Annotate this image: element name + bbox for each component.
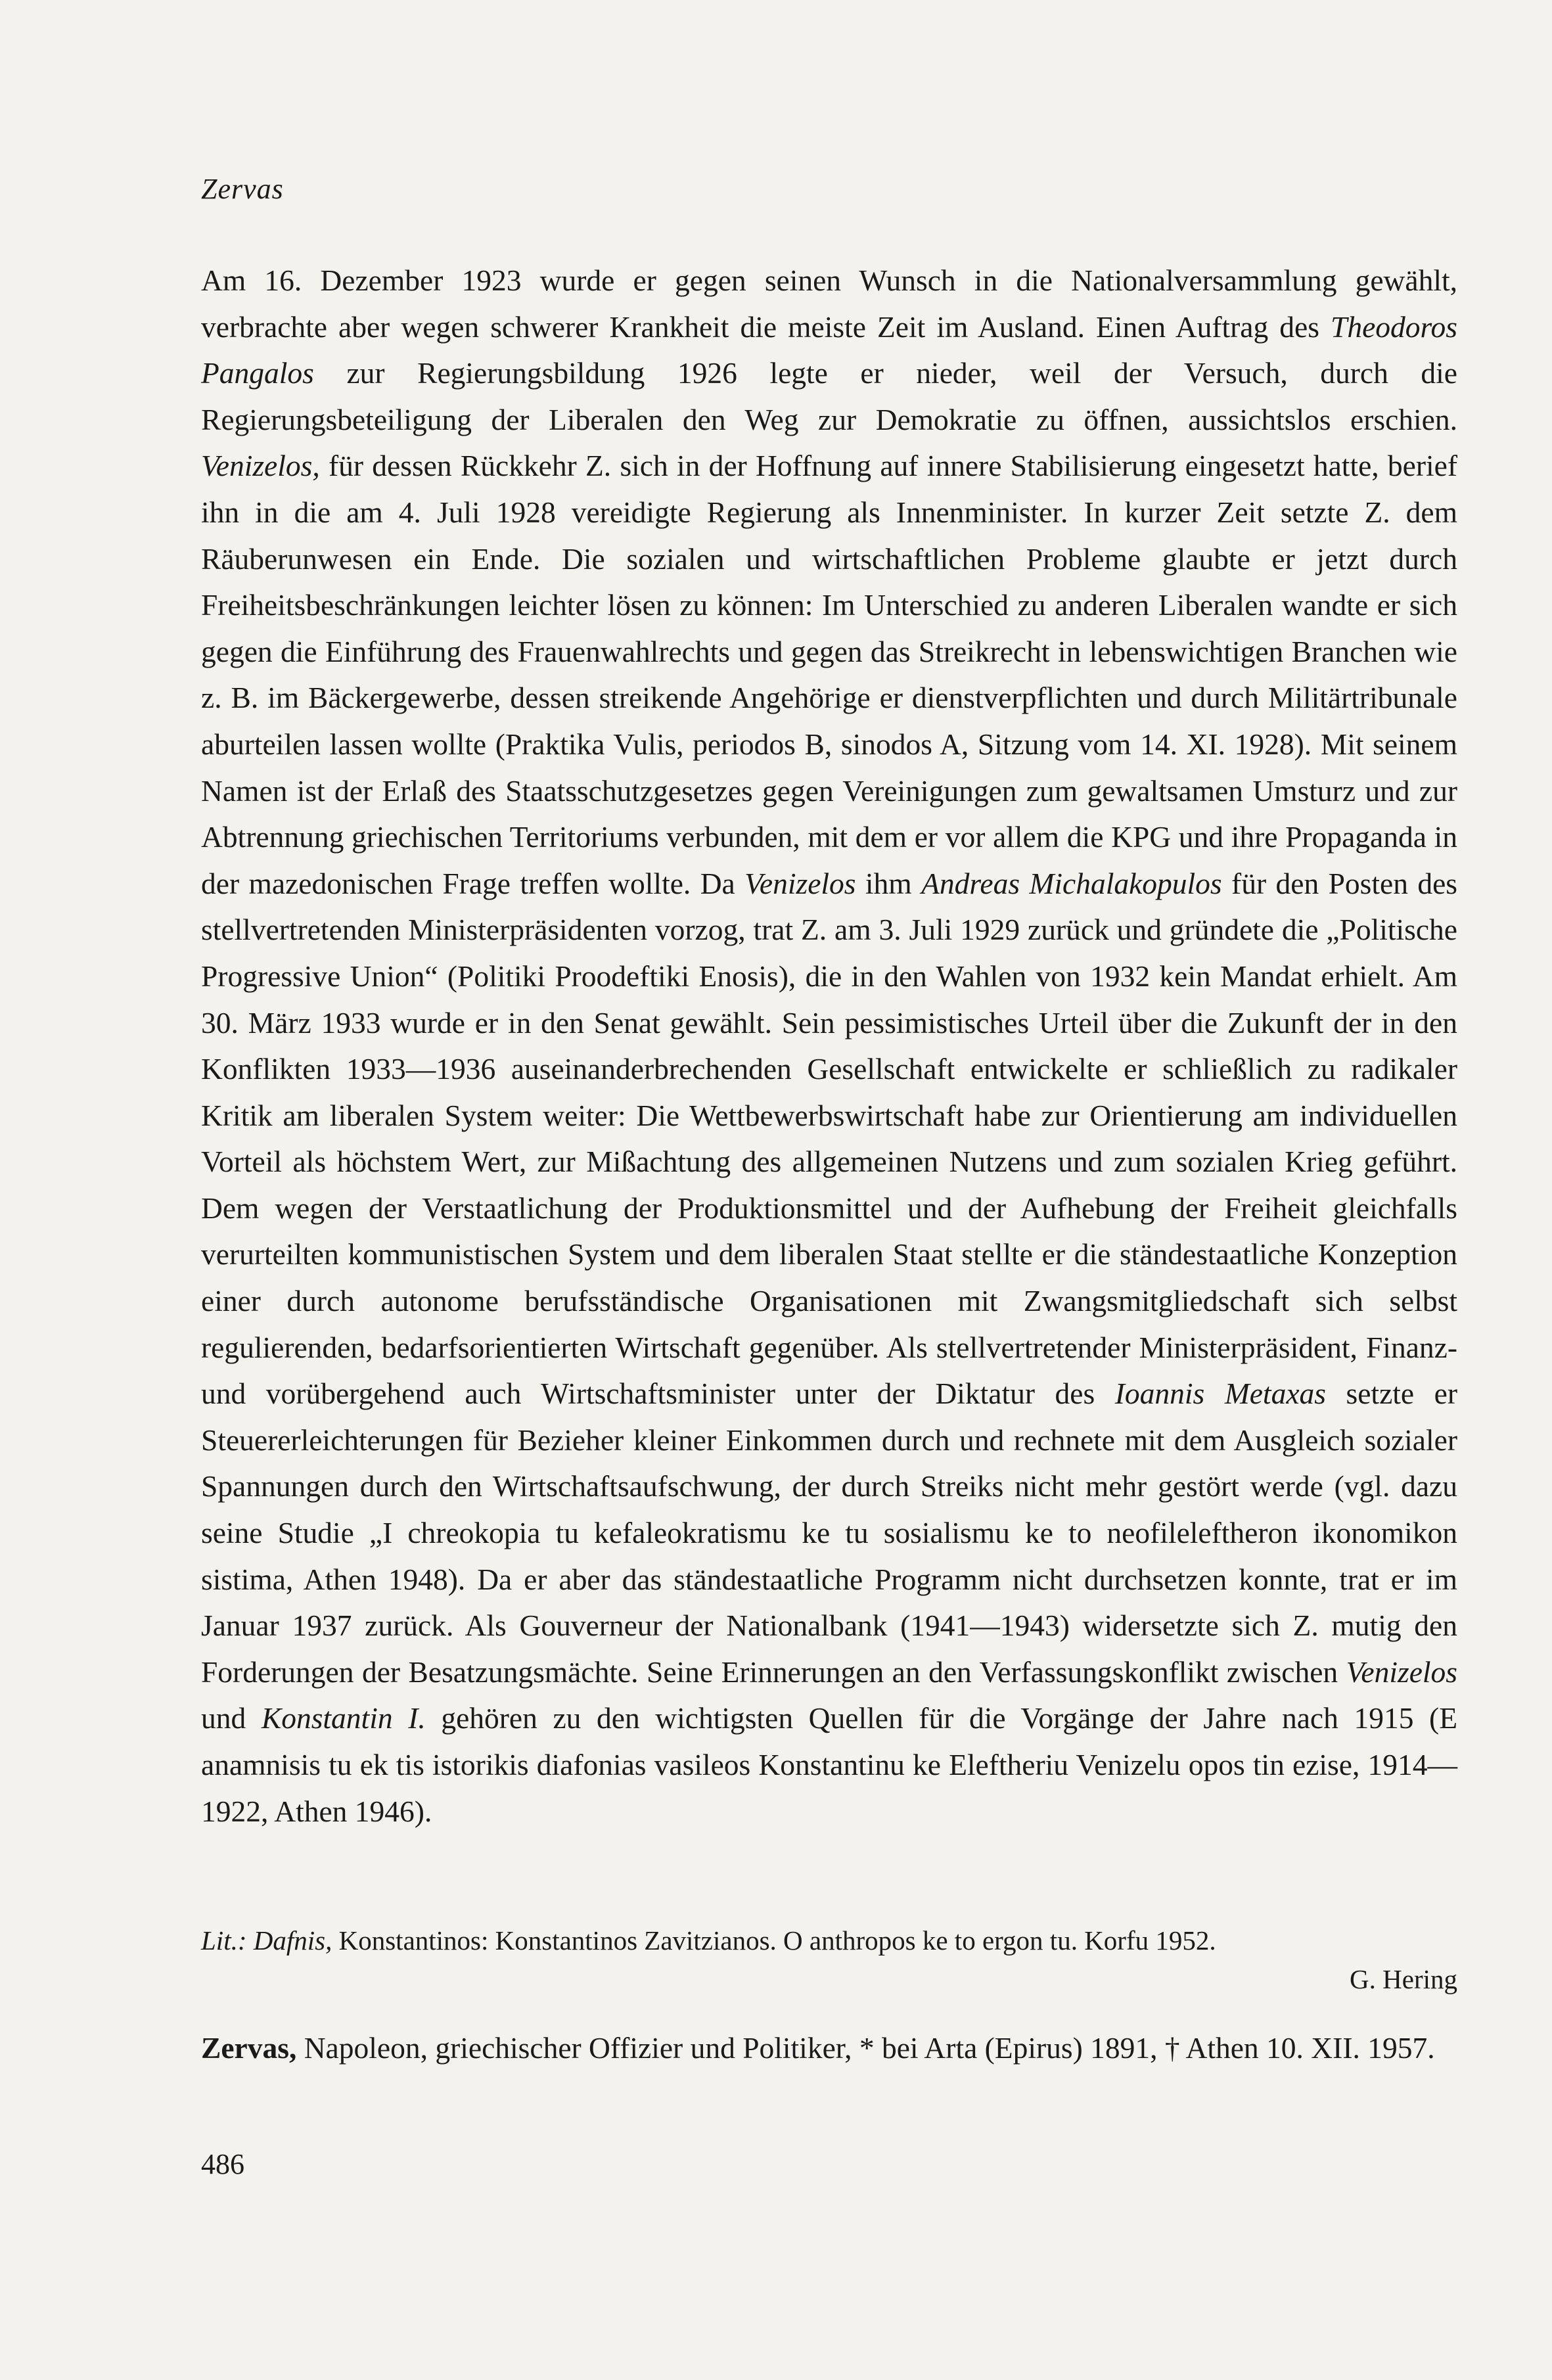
entry-text: Napoleon, griechischer Offizier und Politiker, * bei Arta (Epirus) 1891, † Athen 10. XII. 1957.: [296, 2031, 1435, 2065]
person-name: Venizelos: [744, 866, 856, 900]
text-segment: zur Regierungsbildung 1926 legte er nieder, weil der Versuch, durch die Regierungsbeteiligung der Liberalen den Weg zur Demokratie zu öffnen, aussichtslos erschien.: [201, 356, 1457, 436]
text-segment: für dessen Rückkehr Z. sich in der Hoffnung auf innere Stabilisierung eingesetzt hatte, berief ihn in die am 4. Juli 1928 vereidigte Regierung als Innenminister. In kurzer Zeit setzte Z. dem Räuberunwesen ein Ende. Die sozialen und wirtschaftlichen Probleme glaubte er jetzt durch Freiheitsbeschränkungen leichter lösen zu können: Im Unterschied zu anderen Liberalen wandte er sich gegen die Einführung des Frauenwahlrechts und gegen das Streikrecht in lebenswichtigen Branchen wie z. B. im Bäckergewerbe, dessen streikende Angehörige er dienstverpflichten und durch Militärtribunale aburteilen lassen wollte (Praktika Vulis, periodos B, sinodos A, Sitzung vom 14. XI. 1928). Mit seinem Namen ist der Erlaß des Staatsschutzgesetzes gegen Vereinigungen zum gewaltsamen Umsturz und zur Abtrennung griechischen Territoriums verbunden, mit dem er vor allem die KPG und ihre Propaganda in der mazedonischen Frage treffen wollte. Da: [201, 449, 1457, 900]
text-segment: setzte er Steuererleichterungen für Bezieher kleiner Einkommen durch und rechnete mit dem Ausgleich sozialer Spannungen durch den Wirtschaftsaufschwung, der durch Streiks nicht mehr gestört werde (vgl. dazu seine Studie „I chreokopia tu kefaleokratismu ke tu sosialismu ke to neofileleftheron ikonomikon sistima, Athen 1948). Da er aber das ständestaatliche Programm nicht durchsetzen konnte, trat er im Januar 1937 zurück. Als Gouverneur der Nationalbank (1941—1943) widersetzte sich Z. mutig den Forderungen der Besatzungsmächte. Seine Erinnerungen an den Verfassungskonflikt zwischen: [201, 1377, 1458, 1689]
article-paragraph: [201, 258, 1457, 1835]
author-signature: G. Hering: [1350, 1964, 1457, 1994]
running-head: Zervas: [201, 173, 284, 205]
text-segment: für den Posten des stellvertretenden Ministerpräsidenten vorzog, trat Z. am 3. Juli 1929 zurück und gründete die „Politische Progressive Union“ (Politiki Proodeftiki Enosis), die in den Wahlen von 1932 kein Mandat erhielt. Am 30. März 1933 wurde er in den Senat gewählt. Sein pessimistisches Urteil über die Zukunft der in den Konflikten 1933—1936 auseinanderbrechenden Gesellschaft entwickelte er schließlich zu radikaler Kritik am liberalen System weiter: Die Wettbewerbswirtschaft habe zur Orientierung am individuellen Vorteil als höchstem Wert, zur Mißachtung des allgemeinen Nutzens und zum sozialen Krieg geführt. Dem wegen der Verstaatlichung der Produktionsmittel und der Aufhebung der Freiheit gleichfalls verurteilten kommunistischen System und dem liberalen Staat stellte er die ständestaatliche Konzeption einer durch autonome berufsständische Organisationen mit Zwangsmitgliedschaft sich selbst regulierenden, bedarfsorientierten Wirtschaft gegenüber. Als stellvertretender Ministerpräsident, Finanz- und vorübergehend auch Wirtschaftsminister unter der Diktatur des: [201, 866, 1458, 1411]
person-name: Ioannis Metaxas: [1114, 1377, 1326, 1411]
person-name: Andreas Michalakopulos: [921, 866, 1222, 900]
text-segment: gehören zu den wichtigsten Quellen für die Vorgänge der Jahre nach 1915 (E anamnisis tu ek tis istorikis diafonias vasileos Konstantinu ke Eleftheriu Venizelu opos tin ezise, 1914—1922, Athen 1946).: [201, 1701, 1457, 1828]
article-body: [201, 258, 1457, 1835]
text-segment: ihm: [856, 866, 922, 900]
next-entry: [201, 2025, 1457, 2072]
literature-author: Dafnis,: [253, 1925, 332, 1956]
person-name: Konstantin I.: [261, 1701, 426, 1735]
page-number: 486: [201, 2148, 244, 2180]
literature-reference: [201, 1920, 1457, 1961]
person-name: Theodoros Pangalos: [201, 309, 1457, 390]
text-segment: Am 16. Dezember 1923 wurde er gegen seinen Wunsch in die Nationalversammlung gewählt, verbrachte aber wegen schwerer Krankheit die meiste Zeit im Ausland. Einen Auftrag des: [201, 263, 1457, 344]
text-segment: und: [201, 1701, 262, 1735]
literature-text: Konstantinos: Konstantinos Zavitzianos. O anthropos ke to ergon tu. Korfu 1952.: [332, 1925, 1216, 1956]
person-name: Venizelos: [1346, 1655, 1457, 1689]
literature-label: Lit.:: [201, 1925, 247, 1956]
person-name: Venizelos,: [201, 449, 320, 483]
entry-headword: Zervas,: [201, 2031, 297, 2065]
